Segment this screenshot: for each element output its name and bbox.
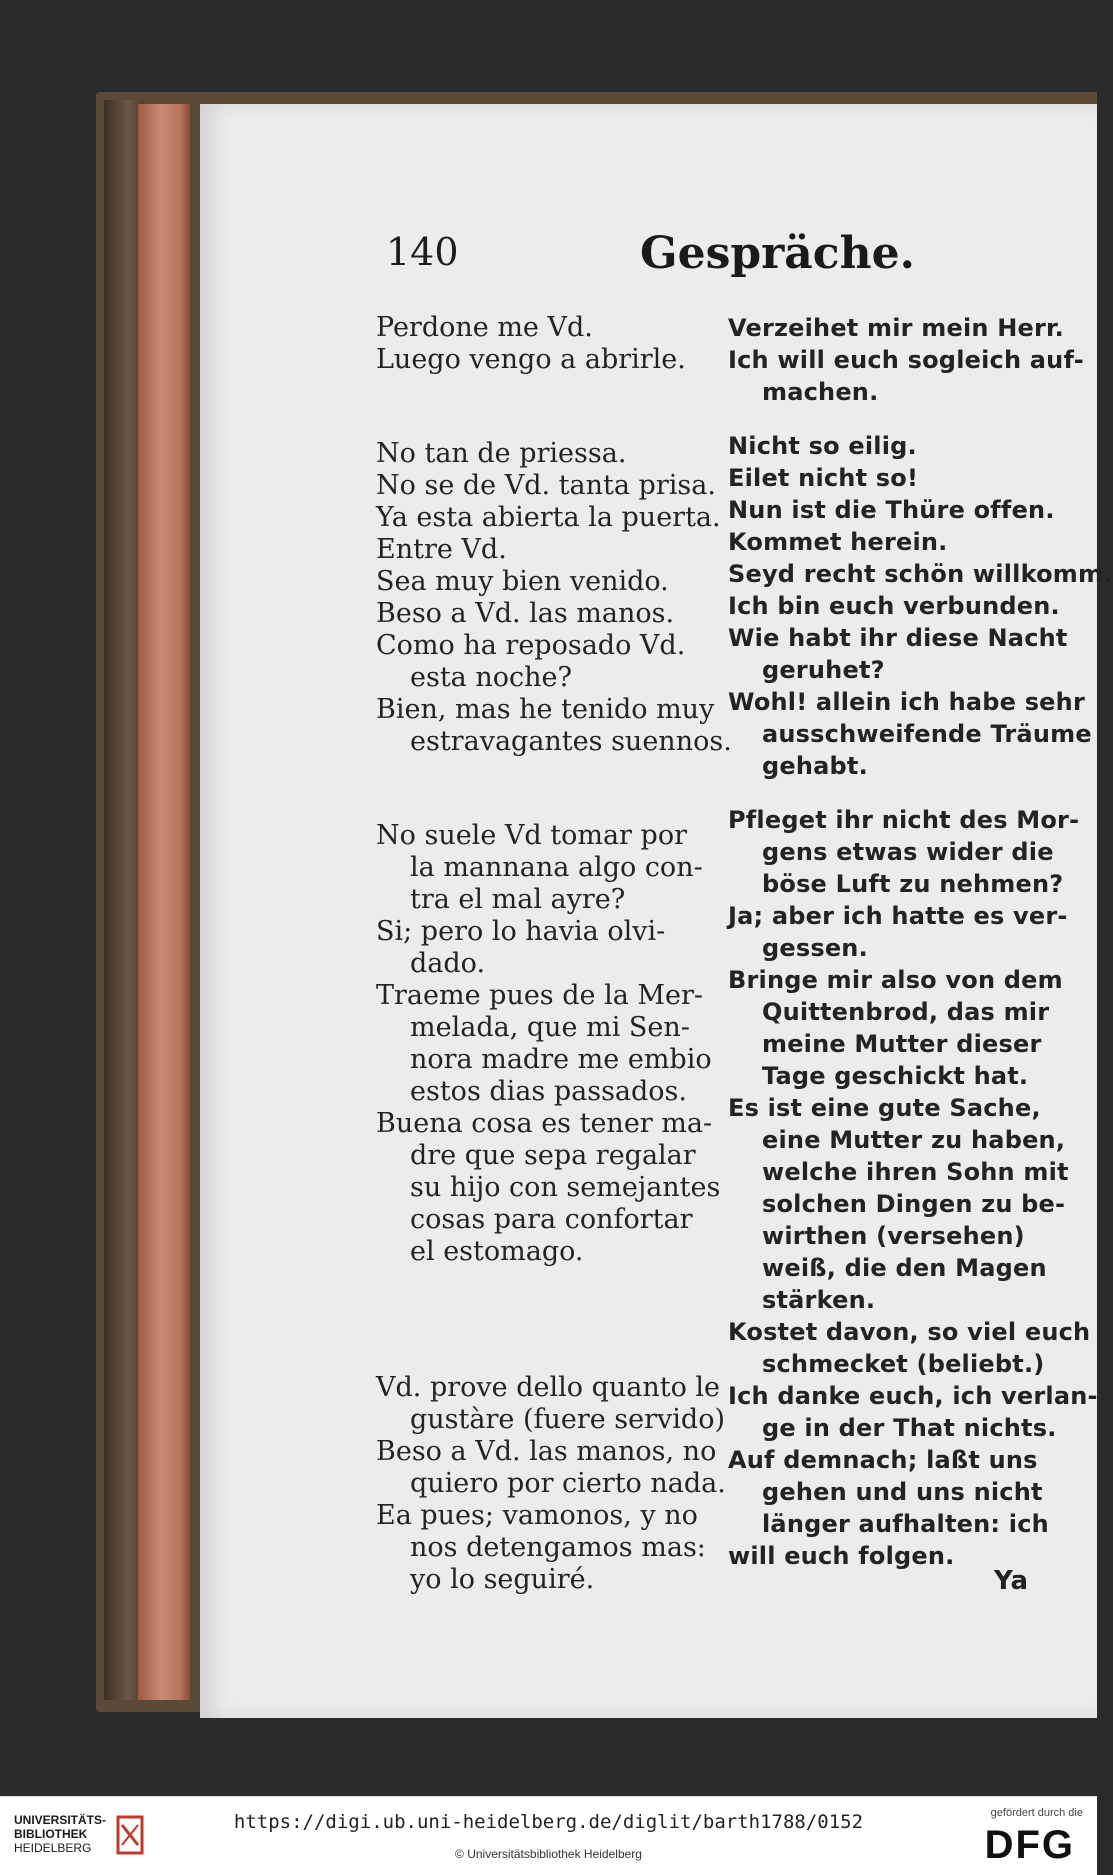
de-line: gehabt.	[762, 752, 868, 780]
spacer	[376, 376, 702, 438]
es-line: nora madre me embio	[410, 1044, 712, 1075]
german-column	[728, 312, 1113, 1572]
es-line: estravagantes suennos.	[410, 726, 732, 757]
es-line: Vd. prove dello quanto le	[376, 1372, 721, 1403]
spacer	[376, 1330, 702, 1372]
permalink-url[interactable]: https://digi.ub.uni-heidelberg.de/diglit/barth1788/0152	[233, 1811, 864, 1833]
es-line: tra el mal ayre?	[410, 884, 626, 915]
dfg-logo[interactable]: DFG	[984, 1823, 1075, 1867]
de-line: Quittenbrod, das mir	[762, 998, 1050, 1026]
es-line: No se de Vd. tanta prisa.	[376, 470, 716, 501]
spacer	[376, 758, 702, 820]
spacer	[728, 782, 1046, 804]
es-line: Beso a Vd. las manos.	[376, 598, 675, 629]
de-line: ausschweifende Träume	[762, 720, 1092, 748]
de-line: Pfleget ihr nicht des Mor-	[728, 806, 1080, 834]
de-line: Ja; aber ich hatte es ver-	[728, 902, 1068, 930]
de-line: ge in der That nichts.	[762, 1414, 1057, 1442]
es-line: Ea pues; vamonos, y no	[376, 1500, 698, 1531]
de-line: eine Mutter zu haben,	[762, 1126, 1066, 1154]
es-line: Ya esta abierta la puerta.	[376, 502, 721, 533]
page-header	[0, 230, 1097, 290]
es-line: esta noche?	[410, 662, 572, 693]
page-number: 140	[386, 230, 459, 274]
de-line: meine Mutter dieser	[762, 1030, 1042, 1058]
de-line: machen.	[762, 378, 879, 406]
spacer	[376, 1268, 702, 1330]
page-edges-red	[138, 104, 190, 1700]
de-line: Es ist eine gute Sache,	[728, 1094, 1041, 1122]
de-line: will euch folgen.	[728, 1542, 955, 1570]
de-line: Ich will euch sogleich auf-	[728, 346, 1084, 374]
de-line: Ich danke euch, ich verlan-	[728, 1382, 1098, 1410]
es-line: nos detengamos mas:	[410, 1532, 706, 1563]
catchword: Ya	[994, 1566, 1028, 1596]
de-line: Bringe mir also von dem	[728, 966, 1063, 994]
de-line: Ich bin euch verbunden.	[728, 592, 1060, 620]
library-name-line2: BIBLIOTHEK	[14, 1827, 88, 1841]
es-line: melada, que mi Sen-	[410, 1012, 690, 1043]
library-name-line3: HEIDELBERG	[14, 1841, 92, 1855]
de-line: Auf demnach; laßt uns	[728, 1446, 1038, 1474]
viewer-footer	[0, 1796, 1097, 1875]
de-line: Nicht so eilig.	[728, 432, 917, 460]
de-line: weiß, die den Magen	[762, 1254, 1047, 1282]
es-line: Sea muy bien venido.	[376, 566, 669, 597]
de-line: Tage geschickt hat.	[762, 1062, 1029, 1090]
de-line: stärken.	[762, 1286, 876, 1314]
es-line: Luego vengo a abrirle.	[376, 344, 686, 375]
de-line: Kostet davon, so viel euch	[728, 1318, 1091, 1346]
funding-note: gefördert durch die	[990, 1807, 1083, 1819]
de-line: gessen.	[762, 934, 868, 962]
es-line: Bien, mas he tenido muy	[376, 694, 715, 725]
es-line: gustàre (fuere servido)	[410, 1404, 726, 1435]
es-line: estos dias passados.	[410, 1076, 688, 1107]
es-line: la mannana algo con-	[410, 852, 703, 883]
es-line: su hijo con semejantes	[410, 1172, 721, 1203]
de-line: Verzeihet mir mein Herr.	[728, 314, 1064, 342]
copyright-notice: © Universitätsbibliothek Heidelberg	[455, 1847, 642, 1861]
es-line: Perdone me Vd.	[376, 312, 593, 343]
es-line: Traeme pues de la Mer-	[376, 980, 704, 1011]
es-line: No tan de priessa.	[376, 438, 627, 469]
de-line: gehen und uns nicht	[762, 1478, 1043, 1506]
de-line: Wie habt ihr diese Nacht	[728, 624, 1068, 652]
es-line: quiero por cierto nada.	[410, 1468, 726, 1499]
de-line: länger aufhalten: ich	[762, 1510, 1049, 1538]
es-line: Si; pero lo havia olvi-	[376, 916, 666, 947]
de-line: solchen Dingen zu be-	[762, 1190, 1066, 1218]
es-line: dre que sepa regalar	[410, 1140, 696, 1171]
de-line: wirthen (versehen)	[762, 1222, 1025, 1250]
spanish-column	[376, 312, 732, 1596]
de-line: welche ihren Sohn mit	[762, 1158, 1069, 1186]
es-line: dado.	[410, 948, 486, 979]
de-line: Eilet nicht so!	[728, 464, 919, 492]
es-line: Entre Vd.	[376, 534, 507, 565]
library-name-line1: UNIVERSITÄTS-	[14, 1813, 107, 1827]
es-line: Beso a Vd. las manos, no	[376, 1436, 717, 1467]
de-line: gens etwas wider die	[762, 838, 1054, 866]
running-head: Gespräche.	[640, 228, 915, 279]
de-line: böse Luft zu nehmen?	[762, 870, 1064, 898]
es-line: Buena cosa es tener ma-	[376, 1108, 713, 1139]
es-line: No suele Vd tomar por	[376, 820, 687, 851]
de-line: Seyd recht schön willkomm.	[728, 560, 1113, 588]
spacer	[728, 408, 1046, 430]
de-line: Wohl! allein ich habe sehr	[728, 688, 1085, 716]
es-line: cosas para confortar	[410, 1204, 693, 1235]
de-line: schmecket (beliebt.)	[762, 1350, 1045, 1378]
es-line: el estomago.	[410, 1236, 584, 1267]
de-line: Kommet herein.	[728, 528, 948, 556]
es-line: yo lo seguiré.	[410, 1564, 595, 1595]
es-line: Como ha reposado Vd.	[376, 630, 686, 661]
de-line: geruhet?	[762, 656, 885, 684]
de-line: Nun ist die Thüre offen.	[728, 496, 1055, 524]
